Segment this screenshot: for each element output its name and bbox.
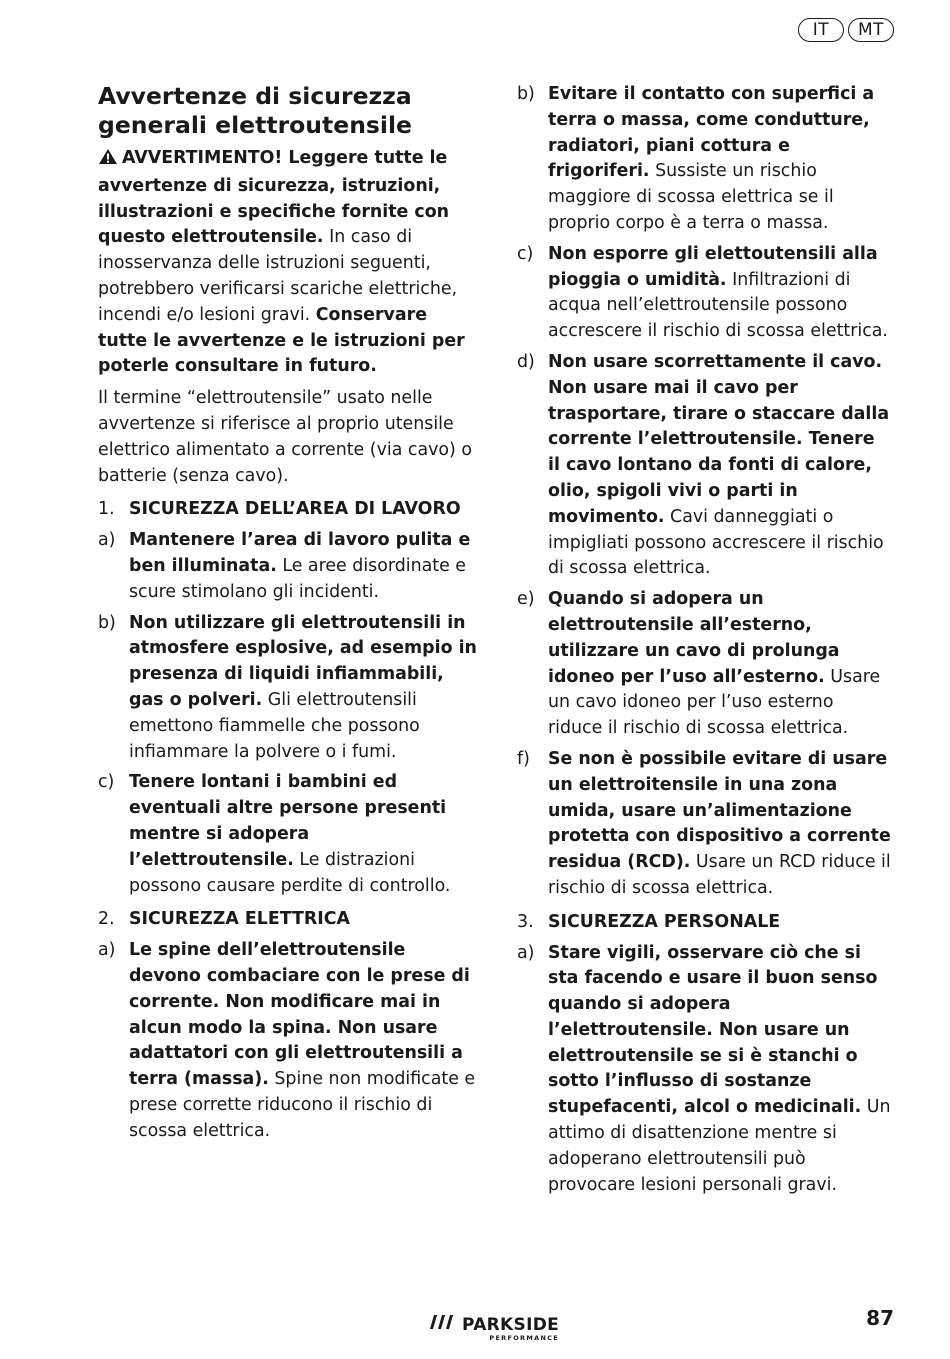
item-bold: Mantenere l’area di lavoro pulita e ben illuminata. bbox=[129, 530, 471, 576]
item-text: Le aree disordinate e scure stimolano gli incidenti. bbox=[129, 555, 466, 602]
item-bold: Non usare scorrettamente il cavo. Non usare mai il cavo per trasportare, tirare o staccare dalla corrente l’elettroutensile. Tenere il cavo lontano da fonti di calore, olio, spigoli vivi o parti in movimento. bbox=[548, 351, 890, 527]
warning-bold-2: Conservare tutte le avvertenze e le istruzioni per poterle consultare in futuro. bbox=[98, 304, 465, 377]
section-number: 2. bbox=[98, 909, 115, 930]
section-3-title bbox=[517, 910, 892, 936]
list-item bbox=[517, 941, 892, 1199]
warning-text: In caso di inosservanza delle istruzioni seguenti, potrebbero verificarsi scariche elettriche, incendi e/o lesioni gravi. bbox=[98, 227, 458, 325]
heading-line-1: Avvertenze di sicurezza bbox=[98, 82, 412, 110]
section-1-title bbox=[98, 497, 478, 523]
item-text: Cavi danneggiati o impigliati possono accrescere il rischio di scossa elettrica. bbox=[548, 506, 884, 579]
section-heading bbox=[98, 82, 478, 140]
item-marker: a) bbox=[98, 940, 116, 961]
intro-paragraph: Il termine “elettroutensile” usato nelle avvertenze si riferisce al proprio utensile elettrico alimentato a corrente (via cavo) o batterie (senza cavo). bbox=[98, 388, 472, 486]
stripes-icon bbox=[430, 1314, 456, 1335]
section-2-title bbox=[98, 907, 478, 933]
item-marker: a) bbox=[517, 942, 535, 963]
item-bold: Stare vigili, osservare ciò che si sta facendo e usare il buon senso quando si adopera l’elettroutensile. Non usare un elettroutensile se si è stanchi o sotto l’influsso di sostanze stupefacenti, alcol o medicinali. bbox=[548, 942, 878, 1118]
list-item bbox=[98, 611, 478, 766]
section-title: SICUREZZA ELETTRICA bbox=[129, 909, 350, 930]
page-number: 87 bbox=[866, 1306, 894, 1330]
item-text: Gli elettroutensili emettono fiammelle che possono infiammare la polvere o i fumi. bbox=[129, 689, 420, 762]
item-marker: d) bbox=[517, 351, 535, 372]
item-marker: c) bbox=[517, 243, 534, 264]
list-item bbox=[98, 770, 478, 899]
item-bold: Le spine dell’elettroutensile devono combaciare con le prese di corrente. Non modificare mai in alcun modo la spina. Non usare adattatori con gli elettroutensili a terra (massa). bbox=[129, 940, 470, 1090]
logo-text: PARKSIDE bbox=[462, 1314, 560, 1335]
left-column bbox=[98, 82, 478, 1149]
item-text: Infiltrazioni di acqua nell’elettroutensile possono accrescere il rischio di scossa elettrica. bbox=[548, 269, 888, 342]
parkside-logo bbox=[430, 1314, 559, 1342]
item-text: Spine non modificate e prese corrette riducono il rischio di scossa elettrica. bbox=[129, 1069, 476, 1141]
item-marker: b) bbox=[517, 84, 535, 104]
section-title: SICUREZZA PERSONALE bbox=[548, 911, 781, 932]
item-text: Sussiste un rischio maggiore di scossa elettrica se il proprio corpo è a terra o massa. bbox=[548, 161, 834, 233]
section-number: 1. bbox=[98, 499, 115, 520]
list-item bbox=[517, 82, 892, 237]
list-item bbox=[517, 242, 892, 345]
item-text: Un attimo di disattenzione mentre si adoperano elettroutensili può provocare lesioni personali gravi. bbox=[548, 1097, 891, 1195]
list-item bbox=[517, 747, 892, 902]
heading-line-2: generali elettroutensile bbox=[98, 111, 412, 139]
item-bold: Tenere lontani i bambini ed eventuali altre persone presenti mentre si adopera l’elettroutensile. bbox=[129, 772, 447, 870]
item-bold: Se non è possibile evitare di usare un elettroitensile in una zona umida, usare un’alimentazione protetta con dispositivo a corrente residua (RCD). bbox=[548, 748, 891, 873]
lang-badge-it: IT bbox=[798, 18, 844, 42]
logo-subtext: PERFORMANCE bbox=[489, 1334, 560, 1342]
warning-bold: AVVERTIMENTO! Leggere tutte le avvertenze di sicurezza, istruzioni, illustrazioni e specifiche fornite con questo elettroutensile. bbox=[98, 148, 450, 248]
item-bold: Evitare il contatto con superfici a terra o massa, come condutture, radiatori, piani cottura e frigoriferi. bbox=[548, 84, 875, 182]
item-marker: e) bbox=[517, 589, 535, 610]
item-bold: Quando si adopera un elettroutensile all’esterno, utilizzare un cavo di prolunga idoneo per l’uso all’esterno. bbox=[548, 589, 840, 687]
list-item bbox=[98, 938, 478, 1144]
list-item bbox=[517, 587, 892, 742]
language-badges bbox=[798, 18, 894, 42]
item-text: Le distrazioni possono causare perdite di controllo. bbox=[129, 849, 451, 896]
item-bold: Non utilizzare gli elettroutensili in atmosfere esplosive, ad esempio in presenza di liquidi infiammabili, gas o polveri. bbox=[129, 612, 477, 710]
item-text: Usare un RCD riduce il rischio di scossa elettrica. bbox=[548, 852, 891, 898]
item-text: Usare un cavo idoneo per l’uso esterno riduce il rischio di scossa elettrica. bbox=[548, 666, 881, 739]
item-marker: f) bbox=[517, 748, 530, 769]
right-column bbox=[517, 82, 892, 1203]
list-item bbox=[517, 350, 892, 582]
item-marker: a) bbox=[98, 530, 116, 551]
list-item bbox=[98, 528, 478, 605]
lang-badge-mt: MT bbox=[848, 18, 894, 42]
general-warning bbox=[98, 146, 478, 380]
warning-triangle-icon bbox=[98, 148, 118, 174]
item-marker: c) bbox=[98, 772, 115, 793]
section-title: SICUREZZA DELL’AREA DI LAVORO bbox=[129, 499, 461, 520]
item-marker: b) bbox=[98, 612, 116, 633]
item-bold: Non esporre gli elettoutensili alla pioggia o umidità. bbox=[548, 243, 878, 290]
section-number: 3. bbox=[517, 911, 534, 932]
